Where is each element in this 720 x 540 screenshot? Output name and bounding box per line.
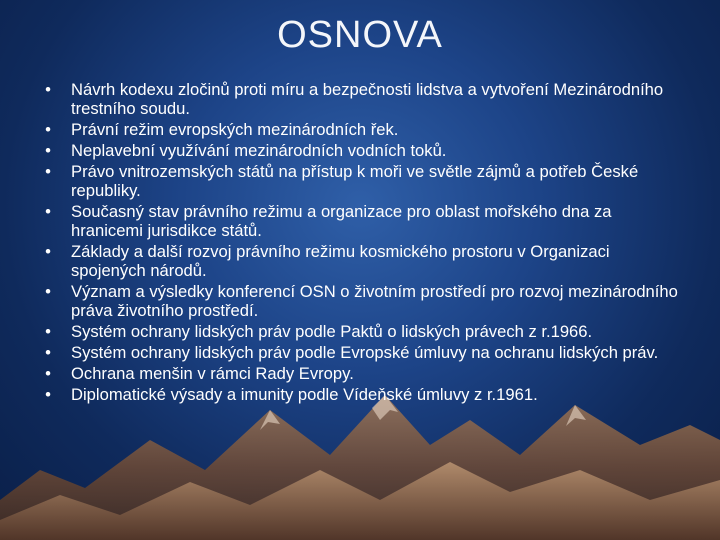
bullet-icon: • — [45, 162, 51, 181]
bullet-icon: • — [45, 80, 51, 99]
bullet-item — [38, 385, 688, 404]
bullet-icon: • — [45, 242, 51, 261]
bullet-item — [38, 80, 688, 118]
bullet-text: Právní režim evropských mezinárodních řek. — [71, 120, 399, 139]
bullet-item — [38, 282, 688, 320]
bullet-text: Právo vnitrozemských států na přístup k moři ve světle zájmů a potřeb České republiky. — [71, 162, 639, 200]
bullet-text: Systém ochrany lidských práv podle Paktů o lidských právech z r.1966. — [71, 322, 593, 341]
bullet-item — [38, 242, 688, 280]
bullet-icon: • — [45, 120, 51, 139]
bullet-icon: • — [45, 322, 51, 341]
slide-title: OSNOVA — [277, 14, 443, 56]
bullet-text: Ochrana menšin v rámci Rady Evropy. — [71, 364, 354, 383]
bullet-item — [38, 343, 688, 362]
bullet-icon: • — [45, 202, 51, 221]
bullet-text: Systém ochrany lidských práv podle Evropské úmluvy na ochranu lidských práv. — [71, 343, 659, 362]
bullet-item — [38, 322, 688, 341]
bullet-text: Neplavební využívání mezinárodních vodních toků. — [71, 141, 447, 160]
bullet-text: Diplomatické výsady a imunity podle Vídeňské úmluvy z r.1961. — [71, 385, 538, 404]
bullet-text: Význam a výsledky konferencí OSN o životním prostředí pro rozvoj mezinárodního práva životního prostředí. — [71, 282, 678, 320]
bullet-item — [38, 364, 688, 383]
bullet-list — [38, 80, 688, 406]
bullet-item — [38, 162, 688, 200]
bullet-text: Základy a další rozvoj právního režimu kosmického prostoru v Organizaci spojených národů. — [71, 242, 610, 280]
bullet-icon: • — [45, 141, 51, 160]
bullet-text: Návrh kodexu zločinů proti míru a bezpečnosti lidstva a vytvoření Mezinárodního trestního soudu. — [71, 80, 664, 118]
bullet-item — [38, 120, 688, 139]
bullet-item — [38, 141, 688, 160]
bullet-icon: • — [45, 385, 51, 404]
bullet-icon: • — [45, 343, 51, 362]
bullet-icon: • — [45, 364, 51, 383]
bullet-icon: • — [45, 282, 51, 301]
bullet-item — [38, 202, 688, 240]
bullet-text: Současný stav právního režimu a organizace pro oblast mořského dna za hranicemi jurisdikce států. — [71, 202, 612, 240]
